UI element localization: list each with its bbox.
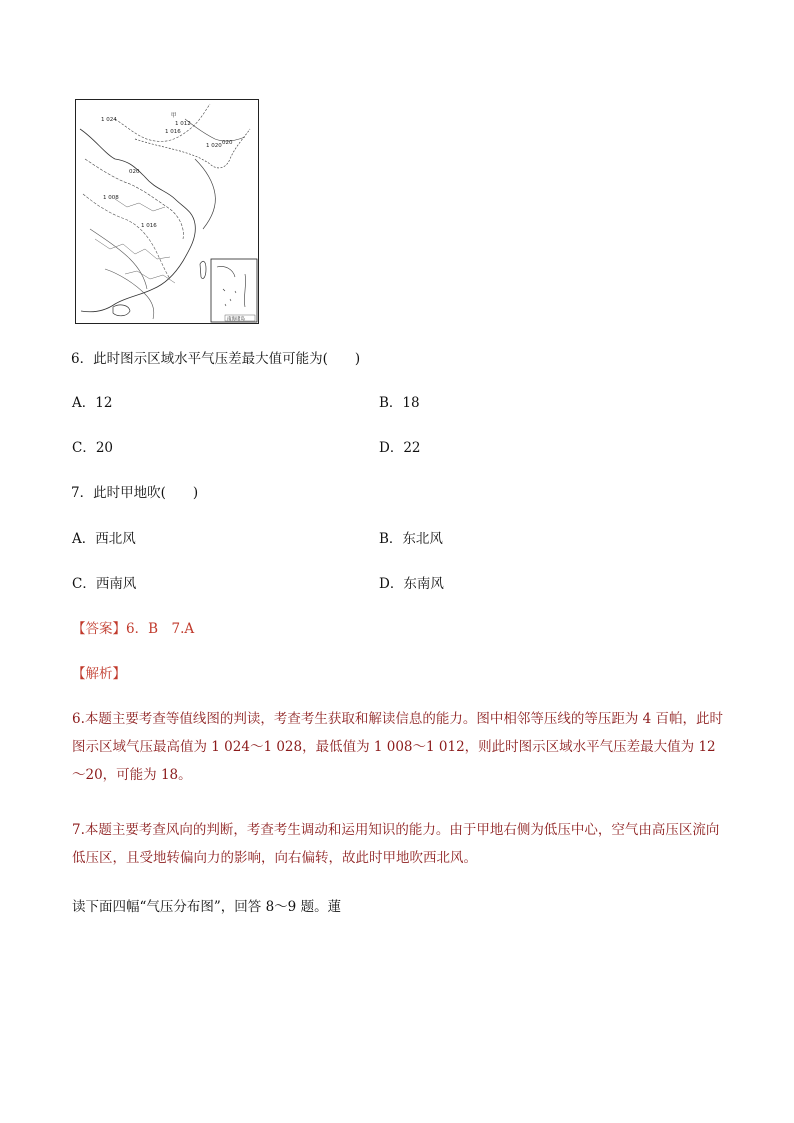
isobar-label: 1 008	[103, 195, 119, 201]
isobar-label: 020	[222, 140, 233, 146]
isobar-label: 020	[129, 169, 140, 175]
question-7-stem: 7．此时甲地吹( )	[71, 485, 199, 501]
q7-option-d[interactable]: D．东南风	[379, 576, 444, 592]
isobar-label: 1 016	[165, 129, 181, 135]
isobar-map-figure	[75, 99, 259, 324]
place-label-jia: 甲	[171, 113, 177, 119]
q6-option-c[interactable]: C．20	[72, 440, 114, 456]
question-6-stem: 6．此时图示区域水平气压差最大值可能为( )	[71, 351, 361, 367]
answer-label: 【答案】	[72, 621, 126, 637]
q6-option-b[interactable]: B．18	[379, 395, 420, 411]
isobar-label: 1 016	[141, 223, 157, 229]
next-section-intro: 读下面四幅“气压分布图”，回答 8～9 题。蓮	[72, 899, 342, 915]
isobar-label: 1 012	[175, 121, 191, 127]
inset-caption: 南海诸岛	[227, 317, 245, 322]
q7-option-b[interactable]: B．东北风	[379, 531, 443, 547]
answer-line	[72, 619, 194, 639]
analysis-q6: 6.本题主要考查等值线图的判读，考查考生获取和解读信息的能力。图中相邻等压线的等压距为 4 百帕，此时图示区域气压最高值为 1 024～1 028，最低值为 1 008～1 012，则此时图示区域水平气压差最大值为 12～20，可能为 18。	[72, 711, 724, 783]
isobar-label: 1 024	[101, 117, 117, 123]
q7-option-c[interactable]: C．西南风	[72, 576, 137, 592]
isobar-label: 1 020	[206, 143, 222, 149]
q6-option-a[interactable]: A．12	[72, 395, 113, 411]
q6-option-d[interactable]: D．22	[379, 440, 421, 456]
answer-text: 6．B 7.A	[126, 621, 195, 637]
analysis-q7: 7.本题主要考查风向的判断，考查考生调动和运用知识的能力。由于甲地右侧为低压中心，空气由高压区流向低压区，且受地转偏向力的影响，向右偏转，故此时甲地吹西北风。	[72, 822, 720, 866]
q7-option-a[interactable]: A．西北风	[72, 531, 136, 547]
analysis-label: 【解析】	[72, 666, 126, 682]
